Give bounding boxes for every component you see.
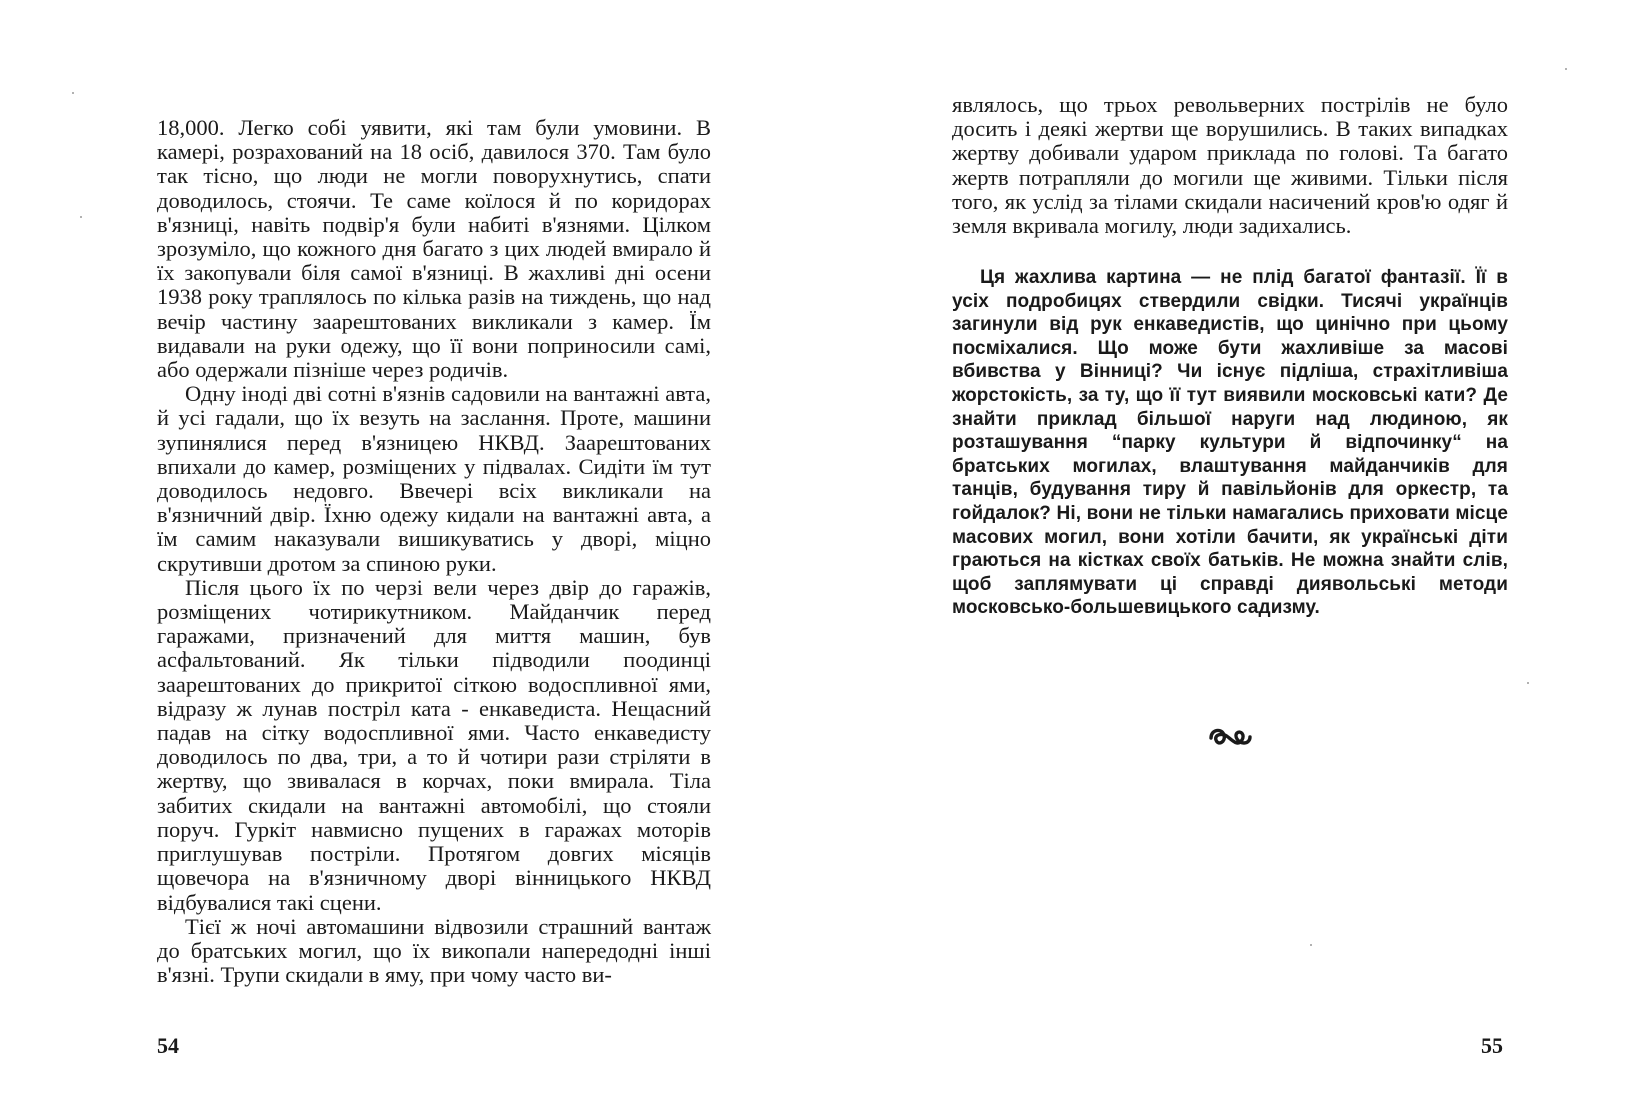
right-page — [825, 0, 1650, 1111]
swirl-ornament-icon — [1208, 724, 1252, 750]
right-top-text — [952, 93, 1508, 238]
dust-speck — [1527, 682, 1529, 684]
left-page-text — [157, 116, 711, 987]
left-paragraph-2: Одну іноді дві сотні в'язнів садовили на вантажні авта, й усі гадали, що їх везуть на заслання. Проте, машини зупинялися перед в'язницею НКВД. Заарештованих впихали до камер, розміщених у підвалах. Сидіти їм тут доводилось недовго. Ввечері всіх викликали на в'язничний двір. Їхню одежу кидали на вантажні авта, а їм самим наказували вишикуватись у дворі, міцно скрутивши дротом за спиною руки. — [157, 381, 711, 576]
right-paragraph-1: являлось, що трьох револьверних пострілів не було досить і деякі жертви ще ворушились. В таких випадках жертву добивали ударом приклада по голові. Та багато жертв потрапляли до могили ще живими. Тільки після того, як услід за тілами скидали насичений кров'ю одяг й земля вкривала могилу, люди задихались. — [952, 92, 1508, 239]
page-number-right: 55 — [1481, 1033, 1503, 1058]
right-bold-text — [952, 266, 1508, 620]
dust-speck — [1565, 68, 1567, 70]
page-number-left: 54 — [157, 1033, 179, 1058]
right-paragraph-bold: Ця жахлива картина — не плід багатої фантазії. Її в усіх подробицях ствердили свідки. Тисячі українців загинули від рук енкаведистів, що цинічно при цьому посміхалися. Що може бути жахливіше за масові вбивства у Вінниці? Чи існує підліша, страхітливіша жорстокість, за ту, що її тут виявили московські кати? Де знайти приклад більшої наруги над людиною, як розташування “парку культури й відпочинку“ на братських могилах, влаштування майданчиків для танців, будування тиру й павільйонів для оркестр, та гойдалок? Ні, вони не тільки намагались приховати місце масових могил, вони хотіли бачити, як українські діти граються на кістках своїх батьків. Не можна знайти слів, щоб заплямувати ці справді диявольські методи московсько-большевицького садизму. — [952, 267, 1508, 619]
dust-speck — [1310, 944, 1312, 946]
dust-speck — [80, 216, 82, 218]
left-paragraph-1: 18,000. Легко собі уявити, які там були умовини. В камері, розрахований на 18 осіб, давилося 370. Там було так тісно, що люди не могли поворухнутись, спати доводилось, стоячи. Те саме коїлося й по коридорах в'язниці, навіть подвір'я були набиті в'язнями. Цілком зрозуміло, що кожного дня багато з цих людей вмирало й їх закопували біля самої в'язниці. В жахливі дні осени 1938 року траплялось по кілька разів на тиждень, що над вечір частину заарештованих викликали з камер. Їм видавали на руки одежу, що її вони поприносили самі, або одержали пізніше через родичів. — [157, 115, 711, 383]
left-paragraph-4: Тієї ж ночі автомашини відвозили страшний вантаж до братських могил, що їх викопали напередодні інші в'язні. Трупи скидали в яму, при чому часто ви- — [157, 913, 711, 988]
dust-speck — [72, 92, 74, 94]
left-paragraph-3: Після цього їх по черзі вели через двір до гаражів, розміщених чотирикутником. Майданчик перед гаражами, призначений для миття машин, був асфальтований. Як тільки підводили поодинці заарештованих до прикритої сіткою водоспливної ями, відразу ж лунав постріл ката - енкаведиста. Нещасний падав на сітку водоспливної ями. Часто енкаведисту доводилось по два, три, а то й чотири рази стріляти в жертву, що звивалася в корчах, поки вмирала. Тіла забитих скидали на вантажні автомобілі, що стояли поруч. Гуркіт навмисно пущених в гаражах моторів приглушував постріли. Протягом довгих місяців щовечора на в'язничному дворі вінницького НКВД відбувалися такі сцени. — [157, 574, 711, 915]
